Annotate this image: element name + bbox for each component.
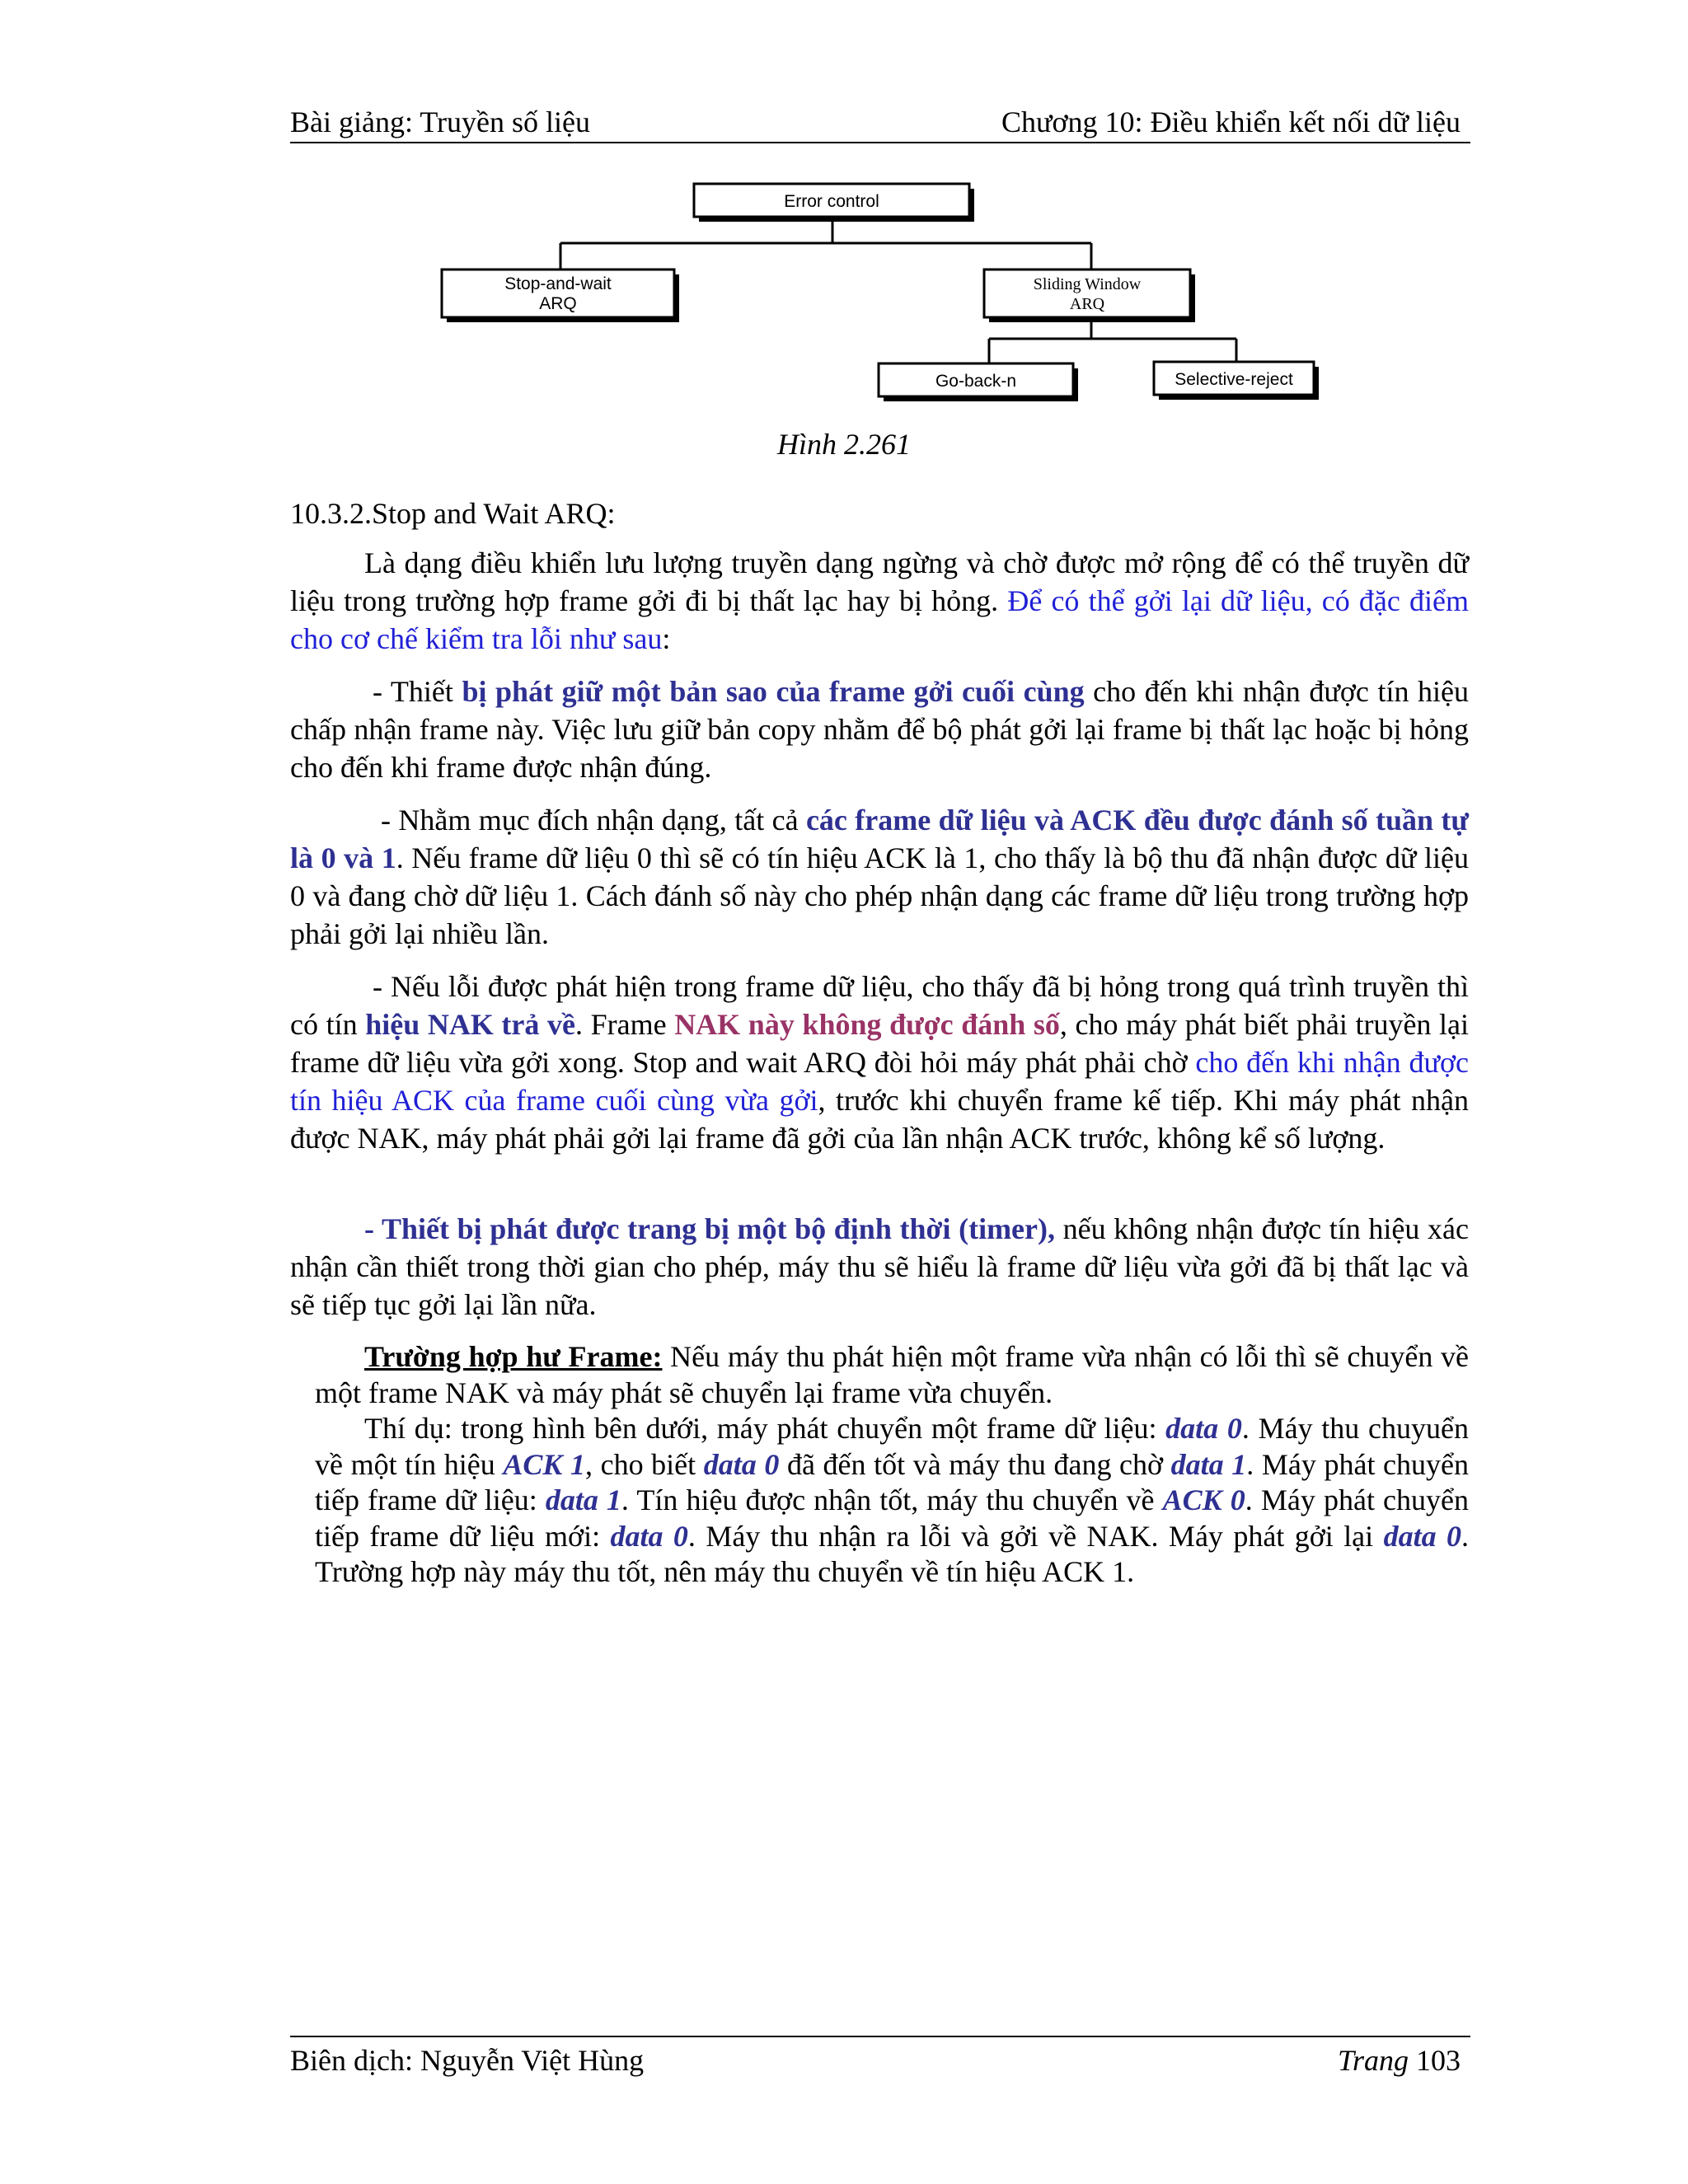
p2-text-a: - Thiết — [373, 675, 462, 708]
p7-data-0-a: data 0 — [1165, 1412, 1242, 1445]
paragraph-copy-rule — [290, 673, 1469, 786]
paragraph-numbering — [290, 801, 1469, 953]
p2-highlight: bị phát giữ một bản sao của frame gởi cuối cùng — [462, 675, 1085, 708]
p7-text-4: đã đến tốt và máy thu đang chờ — [779, 1447, 1171, 1481]
p7-text-3: , cho biết — [585, 1447, 704, 1481]
p4-text-d: , trước khi chuyển frame kế tiếp. Khi máy phát nhận được NAK, máy phát phải gởi lại frame đã gởi của lần nhận ACK trước, không kể số lượng. — [290, 1084, 1470, 1155]
p4-text-c: , cho máy phát biết phải truyền lại frame dữ liệu vừa gởi xong. Stop and wait ARQ đòi hỏi máy phát phải chờ — [290, 1008, 1470, 1079]
footer-page-number: 103 — [1416, 2044, 1461, 2077]
paragraph-intro — [290, 544, 1469, 658]
p7-text-6: . Tín hiệu được nhận tốt, máy thu chuyển về — [621, 1483, 1163, 1516]
node-stop-and-wait-line2: ARQ — [539, 294, 577, 313]
figure-caption: Hình 2.261 — [777, 428, 911, 461]
node-error-control — [694, 184, 974, 222]
paragraph-damaged-frame — [315, 1339, 1469, 1411]
node-sliding-window-line1: Sliding Window — [1033, 275, 1142, 293]
footer-page-label: Trang — [1337, 2044, 1409, 2077]
footer-translator: Biên dịch: Nguyễn Việt Hùng — [290, 2044, 645, 2077]
error-control-diagram — [429, 177, 1335, 408]
header-title: Bài giảng: Truyền số liệu — [290, 105, 591, 138]
p4-text-a: - Nếu lỗi được phát hiện trong frame dữ liệu, cho thấy đã bị hỏng trong quá trình truyền thì có tín — [290, 970, 1469, 1041]
p1-highlight: Để có thể gởi lại dữ liệu, có đặc điểm cho cơ chế kiểm tra lỗi như sau — [290, 584, 1469, 655]
p5-text: nếu không nhận được tín hiệu xác nhận cần thiết trong thời gian cho phép, máy thu sẽ hiểu là frame dữ liệu vừa gởi đã bị thất lạc và sẽ tiếp tục gởi lại lần nữa. — [290, 1212, 1469, 1321]
p7-data-0-b: data 0 — [703, 1447, 780, 1481]
node-stop-and-wait-line1: Stop-and-wait — [504, 274, 612, 293]
p4-highlight-a: hiệu NAK trả về — [365, 1008, 575, 1041]
p3-text-b: . Nếu frame dữ liệu 0 thì sẽ có tín hiệu ACK là 1, cho thấy là bộ thu đã nhận được dữ liệu 0 và đang chờ dữ liệu 1. Cách đánh số này cho phép nhận dạng các frame dữ liệu trong trường hợp phải gởi lại nhiều lần. — [290, 841, 1469, 950]
p7-text-9: . Trường hợp này máy thu tốt, nên máy thu chuyển về tín hiệu ACK 1. — [315, 1519, 1469, 1588]
p7-text-8: . Máy thu nhận ra lỗi và gởi về NAK. Máy phát gởi lại — [687, 1519, 1384, 1553]
p2-text-b: cho đến khi nhận được tín hiệu chấp nhận frame này. Việc lưu giữ bản copy nhằm để bộ phát gởi lại frame bị thất lạc hoặc bị hỏng cho đến khi frame được nhận đúng. — [290, 675, 1469, 784]
p7-text-1: Thí dụ: trong hình bên dưới, máy phát chuyển một frame dữ liệu: — [364, 1412, 1166, 1445]
p7-data-0-c: data 0 — [610, 1519, 688, 1553]
node-go-back-n-label: Go-back-n — [935, 372, 1017, 391]
footer-page — [1338, 2046, 1461, 2075]
p4-highlight-b: NAK này không được đánh số — [674, 1008, 1060, 1041]
node-sliding-window — [984, 269, 1195, 322]
p1-text: Là dạng điều khiển lưu lượng truyền dạng ngừng và chờ được mở rộng để có thể truyền dữ liệu trong trường hợp frame gởi đi bị thất lạc hay bị hỏng. — [290, 546, 1469, 617]
p6-text: Nếu máy thu phát hiện một frame vừa nhận có lỗi thì sẽ chuyển về một frame NAK và máy phát sẽ chuyển lại frame vừa chuyển. — [315, 1340, 1469, 1409]
p7-ack-0: ACK 0 — [1162, 1483, 1245, 1516]
p7-data-1-a: data 1 — [1170, 1447, 1247, 1481]
node-go-back-n — [879, 363, 1078, 401]
paragraph-nak — [290, 968, 1469, 1157]
p4-highlight-c: cho đến khi nhận được tín hiệu ACK của frame cuối cùng vừa gởi — [290, 1046, 1469, 1117]
header-chapter: Chương 10: Điều khiển kết nối dữ liệu — [1001, 105, 1461, 138]
paragraph-timer — [290, 1210, 1469, 1324]
node-selective-reject-label: Selective-reject — [1175, 370, 1293, 389]
header-rule — [290, 142, 1470, 143]
node-error-control-label: Error control — [784, 192, 879, 211]
p7-text-7: . Máy phát chuyển tiếp frame dữ liệu mới: — [315, 1483, 1469, 1553]
p3-highlight: các frame dữ liệu và ACK đều được đánh số tuần tự là 0 và 1 — [290, 804, 1469, 874]
section-title: 10.3.2.Stop and Wait ARQ: — [290, 497, 616, 530]
p7-text-5: . Máy phát chuyển tiếp frame dữ liệu: — [315, 1447, 1469, 1516]
p6-heading: Trường hợp hư Frame: — [364, 1340, 663, 1373]
p4-text-b: . Frame — [575, 1008, 675, 1041]
node-stop-and-wait — [442, 269, 679, 322]
p1-colon: : — [662, 622, 671, 655]
p7-data-1-b: data 1 — [545, 1483, 621, 1516]
p7-data-0-d: data 0 — [1383, 1519, 1461, 1553]
node-sliding-window-line2: ARQ — [1069, 295, 1105, 313]
p3-text-a: - Nhằm mục đích nhận dạng, tất cả — [381, 804, 806, 837]
p7-text-2: . Máy thu chuyuển về một tín hiệu — [315, 1412, 1469, 1481]
p5-highlight: - Thiết bị phát được trang bị một bộ định thời (timer), — [364, 1212, 1056, 1245]
p7-ack-1: ACK 1 — [503, 1447, 585, 1481]
footer-rule — [290, 2036, 1470, 2037]
node-selective-reject — [1154, 362, 1319, 400]
paragraph-example — [315, 1411, 1469, 1591]
